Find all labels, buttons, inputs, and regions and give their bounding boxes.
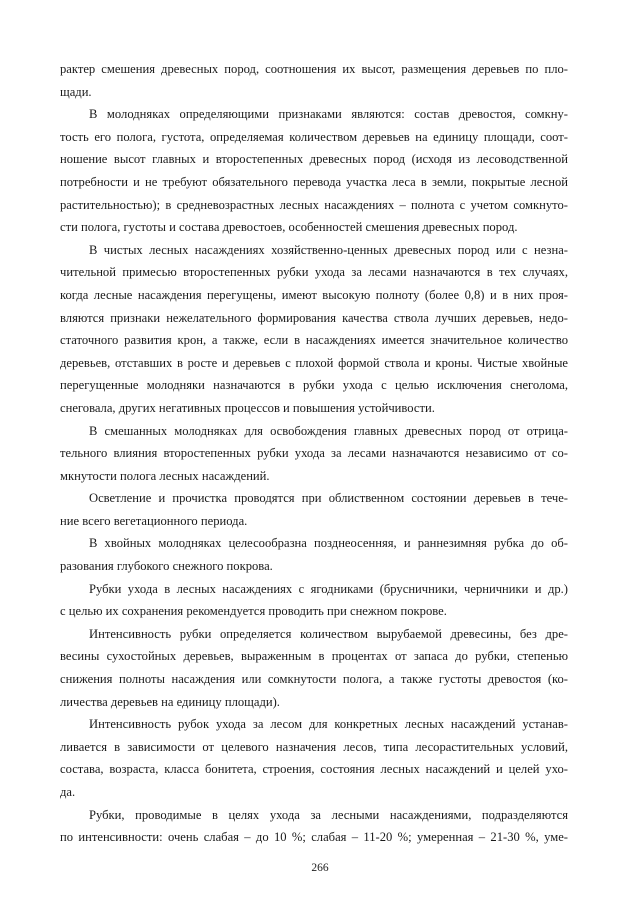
text-line: рактер смешения древесных пород, соотношения их высот, размещения деревьев по пло- (60, 62, 568, 76)
paragraph-first-line: Рубки, проводимые в целях ухода за лесными насаждениями, подразделяются (89, 807, 568, 822)
text-line: щади. (60, 84, 92, 99)
paragraph-first-line: Интенсивность рубок ухода за лесом для конкретных лесных насаждений устанав- (89, 717, 568, 732)
text-line: личества деревьев на единицу площади). (60, 694, 280, 709)
paragraph-first-line: Интенсивность рубки определяется количеством вырубаемой древесины, без дре- (89, 626, 568, 641)
paragraph-first-line: Осветление и прочистка проводятся при облиственном состоянии деревьев в тече- (89, 491, 568, 506)
paragraph-first-line: В чистых лесных насаждениях хозяйственно-ценных древесных пород или с незна- (89, 242, 568, 257)
text-line: сти полога, густоты и состава древостоев, особенностей смешения древесных пород. (60, 220, 518, 235)
text-line: растительностью); в средневозрастных лесных насаждениях – полнота с учетом сомкнуто- (60, 197, 568, 212)
text-line: потребности и не требуют обязательного перевода участка леса в земли, покрытые лесной (60, 174, 568, 189)
text-line: деревьев, отставших в росте и деревьев с плохой формой ствола и кроны. Чистые хвойные (60, 355, 568, 370)
paragraph-first-line: В хвойных молодняках целесообразна позднеосенняя, и раннезимняя рубка до об- (89, 536, 568, 551)
text-line: да. (60, 785, 76, 799)
page-number: 266 (311, 862, 329, 874)
text-line: мкнутости полога лесных насаждений. (60, 468, 270, 483)
text-line: ливается в зависимости от целевого назначения лесов, типа лесорастительных условий, (60, 739, 568, 754)
text-line: ние всего вегетационного периода. (60, 513, 248, 528)
text-line: с целью их сохранения рекомендуется проводить при снежном покрове. (60, 604, 447, 619)
document-page (60, 58, 568, 849)
paragraph-first-line: В молодняках определяющими признаками являются: состав древостоя, сомкну- (89, 107, 568, 122)
text-line: снеговала, других негативных процессов и повышения устойчивости. (60, 400, 435, 415)
paragraph-first-line: Рубки ухода в лесных насаждениях с ягодниками (брусничники, черничники и др.) (89, 581, 568, 596)
text-line: чительной примесью второстепенных рубки ухода за лесами назначаются в тех случаях, (60, 265, 568, 280)
text-line: ношение высот главных и второстепенных древесных пород (исходя из лесоводственной (60, 152, 568, 167)
text-line: разования глубокого снежного покрова. (60, 559, 273, 574)
text-line: весины сухостойных деревьев, выраженным в процентах от запаса до рубки, степенью (60, 649, 568, 664)
text-line: состава, возраста, класса бонитета, строения, состояния лесных насаждений и целей ухо- (60, 762, 568, 777)
text-line: вляются признаки нежелательного формирования качества ствола лучших деревьев, недо- (60, 310, 568, 325)
text-line: когда лесные насаждения перегущены, имеют высокую полноту (более 0,8) и в них проя- (60, 287, 568, 302)
text-line: перегущенные молодняки назначаются в рубки ухода с целью исключения снеголома, (60, 378, 568, 393)
text-line: снижения полноты насаждения или сомкнутости полога, а также густоты древостоя (ко- (60, 672, 568, 687)
paragraph-first-line: В смешанных молодняках для освобождения главных древесных пород от отрица- (89, 423, 568, 438)
text-line: статочного развития крон, а также, если в насаждениях имеется значительное количество (60, 333, 568, 348)
text-line: тельного влияния второстепенных рубки ухода за лесами назначаются независимо от со- (60, 446, 568, 461)
text-line: тость его полога, густота, определяемая количеством деревьев на единицу площади, соот- (60, 129, 568, 144)
text-line: по интенсивности: очень слабая – до 10 %; слабая – 11-20 %; умеренная – 21-30 %, уме- (60, 830, 568, 845)
